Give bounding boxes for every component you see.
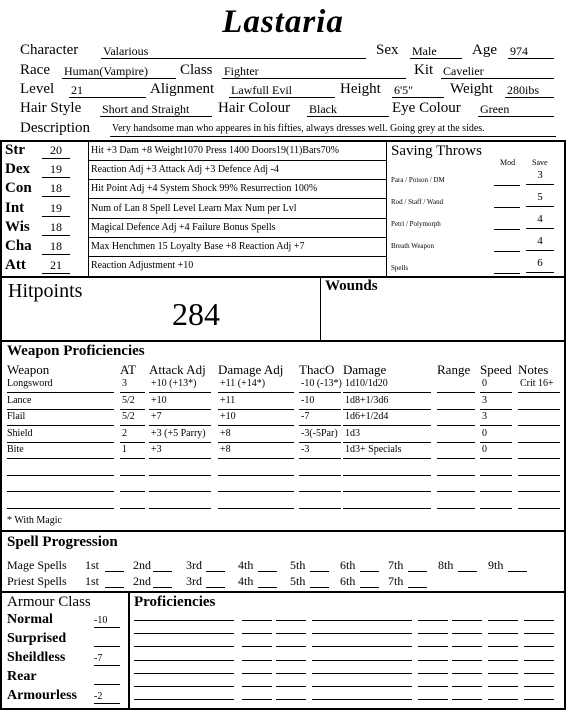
race-field[interactable]: Human(Vampire) bbox=[62, 64, 176, 79]
armour-class-label: Armourless bbox=[7, 688, 77, 703]
weight-label: Weight bbox=[450, 81, 493, 97]
proficiency-line[interactable] bbox=[524, 686, 554, 687]
proficiency-line[interactable] bbox=[242, 699, 272, 700]
weapon-column-header: Damage Adj bbox=[218, 362, 284, 377]
alignment-field[interactable]: Lawfull Evil bbox=[229, 83, 335, 98]
weapon-cell[interactable]: Crit 16+ bbox=[520, 378, 554, 389]
proficiency-line[interactable] bbox=[488, 620, 518, 621]
spell-progression-title: Spell Progression bbox=[7, 534, 118, 550]
stat-label: Dex bbox=[5, 161, 30, 178]
proficiency-line[interactable] bbox=[418, 620, 448, 621]
proficiency-line[interactable] bbox=[524, 633, 554, 634]
proficiency-line[interactable] bbox=[312, 660, 412, 661]
spell-level-label: 6th bbox=[340, 574, 356, 588]
proficiency-line[interactable] bbox=[276, 660, 306, 661]
proficiency-line[interactable] bbox=[418, 699, 448, 700]
proficiency-line[interactable] bbox=[134, 660, 234, 661]
save-header: Save bbox=[532, 158, 548, 167]
spell-level-label: 2nd bbox=[133, 574, 151, 588]
proficiency-line[interactable] bbox=[312, 646, 412, 647]
stat-detail: Max Henchmen 15 Loyalty Base +8 Reaction Adj +7 bbox=[91, 241, 305, 252]
proficiency-line[interactable] bbox=[488, 673, 518, 674]
eyecolour-field[interactable]: Green bbox=[478, 102, 554, 117]
weapon-cell[interactable]: 1 bbox=[122, 444, 127, 455]
proficiency-line[interactable] bbox=[242, 660, 272, 661]
hairstyle-field[interactable]: Short and Straight bbox=[100, 102, 212, 117]
proficiency-line[interactable] bbox=[524, 646, 554, 647]
saving-throw-mod[interactable] bbox=[494, 238, 520, 252]
proficiency-line[interactable] bbox=[452, 660, 482, 661]
proficiency-line[interactable] bbox=[452, 646, 482, 647]
proficiency-line[interactable] bbox=[276, 673, 306, 674]
weapon-cell[interactable]: Lance bbox=[7, 394, 32, 406]
proficiency-line[interactable] bbox=[134, 633, 234, 634]
weapon-cell[interactable]: 0 bbox=[482, 427, 487, 439]
spell-level-label: 6th bbox=[340, 558, 356, 572]
priest-spells-label: Priest Spells bbox=[7, 574, 67, 588]
weapon-column-header: ThacO bbox=[299, 362, 335, 377]
stat-detail: Reaction Adjustment +10 bbox=[91, 260, 194, 272]
stat-value[interactable]: 20 bbox=[42, 143, 70, 159]
mod-header: Mod bbox=[500, 158, 516, 167]
weapon-column-header: Range bbox=[437, 362, 471, 377]
weapon-cell[interactable]: 0 bbox=[482, 444, 487, 455]
spell-level-label: 7th bbox=[388, 574, 404, 588]
proficiency-line[interactable] bbox=[524, 699, 554, 700]
sheet-title: Lastaria bbox=[222, 4, 344, 40]
armour-class-value[interactable] bbox=[94, 672, 120, 685]
stat-label: Str bbox=[5, 142, 25, 158]
weapon-cell[interactable]: -7 bbox=[301, 411, 310, 422]
weapon-cell[interactable]: 3 bbox=[482, 411, 487, 422]
proficiency-line[interactable] bbox=[242, 686, 272, 687]
proficiency-line[interactable] bbox=[134, 686, 234, 687]
weapon-cell[interactable]: Bite bbox=[7, 444, 24, 455]
proficiency-line[interactable] bbox=[524, 660, 554, 661]
haircolour-field[interactable]: Black bbox=[307, 102, 389, 117]
proficiency-line[interactable] bbox=[452, 633, 482, 634]
eyecolour-label: Eye Colour bbox=[392, 100, 461, 116]
proficiency-line[interactable] bbox=[418, 646, 448, 647]
height-field[interactable]: 6'5" bbox=[392, 83, 444, 98]
proficiency-line[interactable] bbox=[276, 699, 306, 700]
description-label: Description bbox=[20, 120, 90, 136]
armour-class-value[interactable]: -10 bbox=[94, 615, 120, 628]
weapon-column-header: Weapon bbox=[7, 362, 50, 377]
weapon-cell[interactable]: 5/2 bbox=[122, 394, 135, 406]
armour-class-title: Armour Class bbox=[7, 594, 91, 610]
armour-class-label: Sheildless bbox=[7, 650, 66, 665]
weapon-cell[interactable]: +10 bbox=[220, 411, 236, 422]
proficiency-line[interactable] bbox=[312, 686, 412, 687]
weapon-column-header: Speed bbox=[480, 362, 512, 377]
weapon-cell[interactable]: -10 bbox=[301, 394, 315, 406]
saving-throw-value[interactable]: 5 bbox=[526, 191, 554, 207]
weapon-cell[interactable]: +3 (+5 Parry) bbox=[151, 427, 206, 439]
proficiency-line[interactable] bbox=[452, 699, 482, 700]
stat-detail: Magical Defence Adj +4 Failure Bonus Spells bbox=[91, 221, 276, 233]
sex-field[interactable]: Male bbox=[410, 44, 462, 59]
age-label: Age bbox=[472, 42, 497, 58]
armour-class-value[interactable]: -7 bbox=[94, 653, 120, 666]
sex-label: Sex bbox=[376, 42, 399, 58]
proficiency-line[interactable] bbox=[488, 686, 518, 687]
weapon-cell[interactable]: +7 bbox=[151, 411, 162, 422]
weapon-cell[interactable]: 1d8+1/3d6 bbox=[345, 394, 389, 406]
weapon-cell[interactable]: 2 bbox=[122, 427, 127, 439]
proficiency-line[interactable] bbox=[488, 633, 518, 634]
stat-value[interactable]: 18 bbox=[42, 220, 70, 236]
stat-value[interactable]: 18 bbox=[42, 239, 70, 255]
proficiency-line[interactable] bbox=[276, 633, 306, 634]
age-field[interactable]: 974 bbox=[508, 44, 554, 59]
weapon-cell[interactable]: +8 bbox=[220, 444, 231, 455]
saving-throw-mod[interactable] bbox=[494, 216, 520, 230]
stat-label: Att bbox=[5, 257, 26, 274]
weapon-cell[interactable]: -3 bbox=[301, 444, 310, 455]
proficiency-line[interactable] bbox=[134, 673, 234, 674]
weapon-proficiencies-title: Weapon Proficiencies bbox=[7, 343, 145, 359]
stat-label: Int bbox=[5, 199, 25, 216]
hitpoints-value[interactable]: 284 bbox=[172, 296, 220, 332]
weapon-cell[interactable]: +10 bbox=[151, 394, 167, 406]
weapon-cell[interactable]: 5/2 bbox=[122, 411, 135, 422]
character-field[interactable]: Valarious bbox=[101, 44, 366, 59]
proficiency-line[interactable] bbox=[488, 646, 518, 647]
spell-level-label: 5th bbox=[290, 574, 306, 588]
spell-level-label: 5th bbox=[290, 558, 306, 572]
proficiency-line[interactable] bbox=[242, 620, 272, 621]
saving-throw-label: Rod / Staff / Wand bbox=[391, 198, 444, 206]
weapon-cell[interactable]: 1d3+ Specials bbox=[345, 444, 402, 455]
weapon-cell[interactable]: Longsword bbox=[7, 378, 53, 389]
weapon-footnote: * With Magic bbox=[7, 515, 62, 526]
weapon-cell[interactable]: 1d3 bbox=[345, 427, 360, 439]
armour-class-label: Normal bbox=[7, 612, 53, 627]
description-field[interactable]: Very handsome man who appeares in his fifties, always dresses well. Going grey at the sides. bbox=[110, 122, 556, 137]
stat-detail: Num of Lan 8 Spell Level Learn Max Num per Lvl bbox=[91, 202, 297, 214]
weapon-column-header: Attack Adj bbox=[149, 362, 206, 377]
weapon-cell[interactable]: +11 bbox=[220, 394, 236, 406]
weapon-column-header: AT bbox=[120, 362, 136, 377]
weapon-cell[interactable]: 3 bbox=[122, 378, 127, 389]
proficiency-line[interactable] bbox=[452, 686, 482, 687]
weapon-cell[interactable]: 0 bbox=[482, 378, 487, 389]
saving-throw-mod[interactable] bbox=[494, 172, 520, 186]
saving-throw-value[interactable]: 4 bbox=[526, 235, 554, 251]
proficiency-line[interactable] bbox=[452, 673, 482, 674]
weapon-cell[interactable]: Shield bbox=[7, 427, 33, 439]
alignment-label: Alignment bbox=[150, 81, 215, 97]
proficiency-line[interactable] bbox=[312, 633, 412, 634]
weapon-cell[interactable]: 1d6+1/2d4 bbox=[345, 411, 389, 422]
stat-value[interactable]: 19 bbox=[42, 162, 70, 178]
saving-throw-value[interactable]: 4 bbox=[526, 213, 554, 229]
proficiency-line[interactable] bbox=[312, 620, 412, 621]
stat-value[interactable]: 19 bbox=[42, 201, 70, 217]
spell-level-label: 2nd bbox=[133, 558, 151, 572]
spell-level-label: 4th bbox=[238, 558, 254, 572]
stat-value[interactable]: 21 bbox=[42, 258, 70, 274]
weapon-cell[interactable]: -3(-5Par) bbox=[301, 427, 338, 439]
spell-level-label: 3rd bbox=[186, 558, 202, 572]
level-field[interactable]: 21 bbox=[69, 83, 146, 98]
spell-level-label: 4th bbox=[238, 574, 254, 588]
stat-detail: Hit +3 Dam +8 Weight1070 Press 1400 Doors19(11)Bars70% bbox=[91, 145, 339, 156]
armour-class-label: Surprised bbox=[7, 631, 67, 646]
hairstyle-label: Hair Style bbox=[20, 100, 82, 116]
proficiency-line[interactable] bbox=[276, 646, 306, 647]
weapon-cell[interactable]: +10 (+13*) bbox=[151, 378, 197, 389]
proficiency-line[interactable] bbox=[488, 660, 518, 661]
spell-level-label: 1st bbox=[85, 558, 100, 572]
race-label: Race bbox=[20, 62, 50, 78]
proficiency-line[interactable] bbox=[418, 660, 448, 661]
armour-class-label: Rear bbox=[7, 669, 37, 684]
proficiency-line[interactable] bbox=[242, 646, 272, 647]
proficiency-line[interactable] bbox=[418, 686, 448, 687]
proficiency-line[interactable] bbox=[452, 620, 482, 621]
weapon-cell[interactable]: +3 bbox=[151, 444, 162, 455]
kit-field[interactable]: Cavelier bbox=[441, 64, 554, 79]
mage-spells-label: Mage Spells bbox=[7, 558, 67, 572]
hitpoints-label: Hitpoints bbox=[8, 280, 83, 302]
proficiency-line[interactable] bbox=[418, 673, 448, 674]
weapon-cell[interactable]: Flail bbox=[7, 411, 26, 422]
saving-throw-label: Petri / Polymorph bbox=[391, 220, 441, 228]
proficiency-line[interactable] bbox=[312, 673, 412, 674]
saving-throw-mod[interactable] bbox=[494, 260, 520, 274]
class-field[interactable]: Fighter bbox=[222, 64, 406, 79]
weapon-column-header: Damage bbox=[343, 362, 387, 377]
armour-class-value[interactable] bbox=[94, 634, 120, 647]
weight-field[interactable]: 280ibs bbox=[505, 83, 554, 98]
proficiency-line[interactable] bbox=[276, 686, 306, 687]
saving-throws-title: Saving Throws bbox=[391, 143, 482, 159]
saving-throw-value[interactable]: 3 bbox=[526, 169, 554, 185]
wounds-label: Wounds bbox=[325, 278, 378, 294]
spell-level-label: 1st bbox=[85, 574, 100, 588]
saving-throw-label: Breath Weapon bbox=[391, 242, 435, 250]
haircolour-label: Hair Colour bbox=[218, 100, 291, 116]
saving-throw-label: Spells bbox=[391, 264, 409, 272]
proficiencies-title: Proficiencies bbox=[134, 594, 216, 610]
weapon-cell[interactable]: +8 bbox=[220, 427, 231, 439]
spell-level-label: 8th bbox=[438, 558, 454, 572]
level-label: Level bbox=[20, 81, 55, 97]
stat-label: Wis bbox=[5, 218, 30, 235]
weapon-column-header: Notes bbox=[518, 362, 549, 377]
proficiency-line[interactable] bbox=[276, 620, 306, 621]
proficiency-line[interactable] bbox=[524, 673, 554, 674]
weapon-cell[interactable]: 1d10/1d20 bbox=[345, 378, 388, 389]
weapon-cell[interactable]: -10 (-13*) bbox=[301, 378, 342, 389]
proficiency-line[interactable] bbox=[524, 620, 554, 621]
proficiency-line[interactable] bbox=[242, 673, 272, 674]
saving-throw-label: Para / Poison / DM bbox=[391, 176, 445, 184]
saving-throw-value[interactable]: 6 bbox=[526, 257, 554, 273]
proficiency-line[interactable] bbox=[312, 699, 412, 700]
saving-throw-mod[interactable] bbox=[494, 194, 520, 208]
spell-level-label: 3rd bbox=[186, 574, 202, 588]
character-label: Character bbox=[20, 42, 79, 58]
proficiency-line[interactable] bbox=[418, 633, 448, 634]
armour-class-value[interactable]: -2 bbox=[94, 691, 120, 704]
proficiency-line[interactable] bbox=[134, 620, 234, 621]
stat-label: Con bbox=[5, 180, 32, 197]
stat-label: Cha bbox=[5, 238, 32, 254]
class-label: Class bbox=[180, 62, 213, 78]
proficiency-line[interactable] bbox=[134, 699, 234, 700]
proficiency-line[interactable] bbox=[488, 699, 518, 700]
stat-value[interactable]: 18 bbox=[42, 181, 70, 197]
proficiency-line[interactable] bbox=[134, 646, 234, 647]
spell-level-label: 7th bbox=[388, 558, 404, 572]
weapon-cell[interactable]: 3 bbox=[482, 394, 487, 406]
stat-detail: Reaction Adj +3 Attack Adj +3 Defence Adj -4 bbox=[91, 164, 279, 176]
spell-level-label: 9th bbox=[488, 558, 504, 572]
height-label: Height bbox=[340, 81, 381, 97]
kit-label: Kit bbox=[414, 62, 434, 78]
proficiency-line[interactable] bbox=[242, 633, 272, 634]
stat-detail: Hit Point Adj +4 System Shock 99% Resurrection 100% bbox=[91, 183, 318, 195]
weapon-cell[interactable]: +11 (+14*) bbox=[220, 378, 266, 389]
